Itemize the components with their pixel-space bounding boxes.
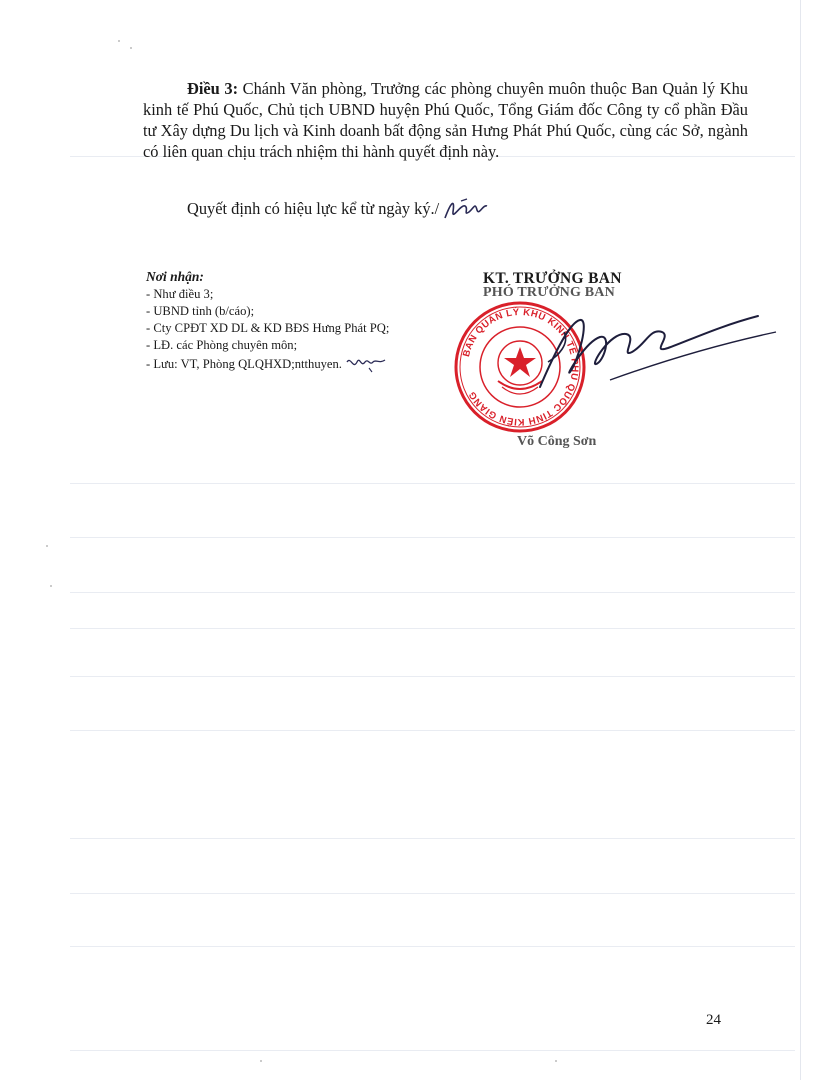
article-3-text: Chánh Văn phòng, Trưởng các phòng chuyên muôn thuộc Ban Quản lý Khu kinh tế Phú Quốc, Chủ tịch UBND huyện Phú Quốc, Tổng Giám đốc Công ty cổ phần Đầu tư Xây dựng Du lịch và Kinh doanh bất động sản Hưng Phát Phú Quốc, cùng các Sở, ngành có liên quan chịu trách nhiệm thi hành quyết định này. [143, 79, 748, 161]
signature-block [440, 262, 780, 462]
handwritten-signature-icon [500, 292, 780, 402]
effective-clause [187, 196, 493, 222]
recipients-heading: Nơi nhận: [146, 269, 204, 284]
recipient-item: - Cty CPĐT XD DL & KD BĐS Hưng Phát PQ; [146, 321, 390, 335]
recipient-item: - LĐ. các Phòng chuyên môn; [146, 338, 298, 352]
kt-line: KT. TRƯỞNG BAN [483, 270, 622, 287]
effective-text: Quyết định có hiệu lực kể từ ngày ký./ [187, 199, 440, 218]
article-3-paragraph [143, 78, 748, 162]
page-number: 24 [706, 1012, 721, 1028]
initial-mark-icon [345, 354, 387, 374]
initial-mark-icon [441, 196, 493, 222]
svg-text:BAN QUẢN LÝ KHU KINH TẾ PHÚ QU: BAN QUẢN LÝ KHU KINH TẾ PHÚ QUỐC TỈNH KIÊN GIANG [461, 306, 581, 428]
deputy-title: PHÓ TRƯỞNG BAN [483, 285, 615, 300]
recipient-item: - UBND tỉnh (b/cáo); [146, 304, 255, 318]
recipients-block [146, 268, 389, 374]
signer-name: Võ Công Sơn [517, 434, 597, 449]
article-3-label: Điều 3: [187, 79, 239, 98]
recipient-item: - Như điều 3; [146, 287, 214, 301]
recipient-item: - Lưu: VT, Phòng QLQHXD;ntthuyen. [146, 354, 389, 374]
